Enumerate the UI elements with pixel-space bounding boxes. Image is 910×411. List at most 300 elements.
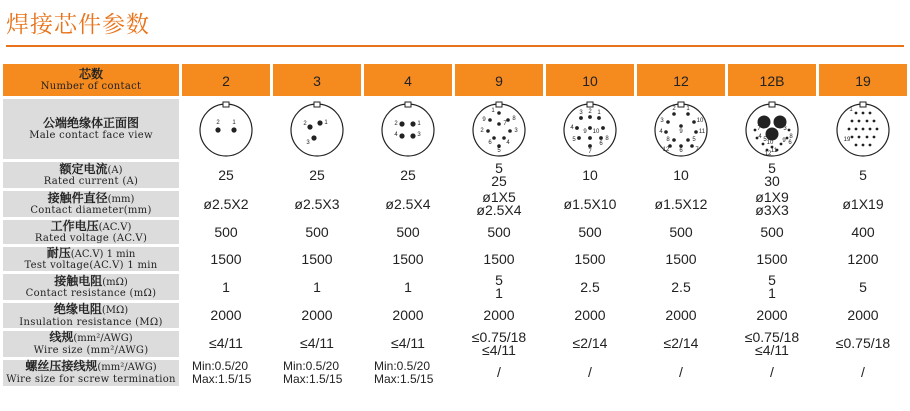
spec-value-cell [182,220,270,244]
pin-number: 10 [766,140,774,146]
spec-value-cell [273,360,361,386]
contact-pin [869,144,872,147]
spec-value: Max:1.5/15 [374,371,434,386]
pin-number: 9 [679,129,683,135]
spec-value-cell [364,360,452,386]
pin-number: 4 [570,125,574,131]
pin-number: 6 [788,140,792,146]
spec-value: 5 [495,160,503,176]
contact-count-12 [637,64,725,96]
contact-count-label: 2 [222,72,230,89]
pin-number: 1 [849,107,853,113]
spec-value-cell [273,247,361,271]
face-view-4 [364,99,452,159]
connector-face-diagram [379,100,437,158]
spec-value: ø1X5 [482,189,516,205]
spec-value-cell [728,220,816,244]
spec-value-cell [182,274,270,300]
pin-number: 3 [306,140,310,146]
connector-face-diagram [288,100,346,158]
face-view-9 [455,99,543,159]
pin-number: 3 [514,128,518,134]
spec-value-cell [182,191,270,217]
spec-value-cell [455,220,543,244]
contact-pin [762,143,765,146]
pin-number: 9 [482,117,486,123]
pin-number: 7 [695,147,699,153]
contact-pin [601,126,605,130]
face-view-2 [182,99,270,159]
contact-pin [848,128,851,131]
spec-value-cell [819,247,907,271]
spec-label-zh-unit: (A) [107,164,123,176]
header-label-cell [3,64,179,96]
spec-row-label [3,162,179,188]
spec-value: 5 [768,272,776,289]
spec-value: 25 [400,166,416,183]
pin-number: 2 [394,121,398,127]
contact-pin [231,127,236,132]
spec-label-zh [3,360,179,373]
pin-number: 7 [503,121,507,127]
spec-value-cell [637,303,725,327]
contact-pin [851,136,854,139]
spec-value: 500 [760,223,784,240]
spec-value: 2000 [847,306,879,323]
spec-value-cell [546,191,634,217]
insulator-outline [200,104,252,156]
pin-number: 1 [686,106,690,112]
pin-number: 6 [679,148,683,154]
contact-pin [858,120,861,123]
pin-number: 5 [763,137,767,143]
face-view-10 [546,99,634,159]
spec-value-cell [273,220,361,244]
contact-count-label: 4 [404,72,412,89]
spec-value: ø2.5X4 [476,202,522,218]
spec-value-cell [182,331,270,357]
header-label-en: Number of contact [40,81,142,93]
spec-label-en: Contact diameter(mm) [30,205,152,217]
contact-count-2 [182,64,270,96]
key-notch [769,102,775,107]
spec-value-cell [182,360,270,386]
contact-count-19 [819,64,907,96]
spec-value-cell [819,220,907,244]
insulator-outline [382,104,434,156]
title-underline [6,45,904,47]
pin-number: 3 [417,132,421,138]
contact-pin [410,133,415,138]
header-label-zh: 芯数 [78,66,103,81]
pin-number: 8 [666,137,670,143]
pin-number: 5 [572,137,576,143]
contact-pin [754,129,757,132]
spec-value-cell [455,162,543,188]
contact-pin [588,144,592,148]
contact-pin [694,130,698,134]
spec-value: ≤4/11 [209,335,243,352]
contact-pin [508,129,512,133]
contact-pin [579,116,583,120]
spec-label-en: Wire size (mm²/AWG) [33,344,149,356]
header-row [3,64,907,96]
spec-value-cell [728,328,816,358]
spec-value-cell [273,331,361,357]
spec-value-cell [364,220,452,244]
spec-value: 500 [305,223,329,240]
spec-value: ≤4/11 [300,335,334,352]
spec-value: 5 [859,278,867,295]
pin-number: 4 [659,129,663,135]
face-view-19 [819,99,907,159]
spec-label-en: Contact resistance (mΩ) [25,288,157,300]
pin-number: 1 [324,120,328,126]
spec-value-cell [546,303,634,327]
spec-label-zh [3,331,179,344]
spec-value: 500 [396,223,420,240]
spec-value-cell [546,220,634,244]
spec-value: ≤0.75/18 [744,328,800,345]
spec-value: ø1X9 [755,189,789,205]
pin-number: 12 [764,151,772,157]
contact-pin [502,136,506,140]
contact-pin [664,130,668,134]
spec-value: / [770,364,774,381]
spec-value-cell [819,162,907,188]
contact-pin [486,129,490,133]
spec-value: Min:0.5/20 [374,358,431,373]
contact-pin [873,120,876,123]
spec-label-zh [3,163,179,176]
pin-number: 4 [394,132,398,138]
contact-pin [399,133,404,138]
contact-count-10 [546,64,634,96]
spec-value: 25 [309,166,325,183]
face-row [3,99,907,159]
pin-number: 7 [757,126,761,132]
pin-number: 4 [758,134,762,140]
spec-value-cell [546,360,634,386]
spec-row-label [3,331,179,357]
contact-pin [588,126,592,130]
spec-value-cell [728,274,816,300]
pin-number: 2 [216,120,220,126]
key-notch [678,102,684,107]
spec-value: ø1.5X10 [563,195,617,212]
contact-count-12b [728,64,816,96]
contact-pin [410,121,415,126]
contact-pin [869,112,872,115]
spec-value: 1 [404,278,412,295]
key-notch [587,102,593,107]
contact-pin [311,135,316,140]
contact-pin [862,112,865,115]
contact-pin [862,128,865,131]
spec-value-cell [455,360,543,386]
pin-number: 2 [480,128,484,134]
spec-label-zh-text: 接触电阻 [54,274,103,289]
contact-pin [575,126,579,130]
spec-value: ≤4/11 [755,341,789,358]
pin-number: 11 [770,148,778,154]
spec-row [3,303,907,327]
contact-pin [307,124,312,129]
spec-value: ø1.5X12 [654,195,708,212]
spec-label-zh [3,303,179,316]
spec-value: 2.5 [671,278,691,295]
spec-value: ø2.5X2 [203,195,249,212]
contact-count-label: 12B [759,72,785,89]
spec-label-zh-unit: (mm²/AWG) [73,333,133,345]
spec-row-label [3,360,179,386]
contact-pin [497,122,501,126]
pin-number: 3 [783,126,787,132]
spec-label-en: Rated current (A) [43,176,139,188]
spec-label-zh [3,192,179,205]
contact-pin [876,128,879,131]
spec-value: 5 [495,272,503,289]
spec-value: ≤4/11 [391,335,425,352]
spec-label-zh-text: 耐压 [46,246,71,261]
contact-pin [855,112,858,115]
spec-value: 1 [495,285,503,302]
pin-number: 12 [662,147,670,153]
contact-pin [588,136,592,140]
contact-pin [686,112,690,116]
spec-value: 10 [582,166,598,183]
spec-value: 1 [222,278,230,295]
contact-pin [862,144,865,147]
pin-number: 8 [605,136,609,142]
spec-value: ≤0.75/18 [835,335,891,352]
spec-value-cell [546,247,634,271]
spec-value: ø2.5X4 [385,195,431,212]
spec-row [3,360,907,386]
key-notch [223,102,229,107]
spec-value-cell [182,247,270,271]
contact-pin [866,120,869,123]
spec-row-label [3,191,179,217]
pin-number: 2 [303,121,307,127]
contact-pin [786,137,789,140]
spec-label-en: Rated voltage (AC.V) [34,233,148,245]
spec-value: 2000 [392,306,424,323]
spec-value: 500 [214,223,238,240]
spec-label-zh-unit: (mΩ) [102,277,128,289]
spec-value: ø1X19 [842,195,884,212]
power-contact [766,128,779,141]
spec-value-cell [728,191,816,217]
spec-value-cell [819,303,907,327]
spec-value: 500 [578,223,602,240]
spec-value-cell [273,303,361,327]
spec-value-cell [637,331,725,357]
spec-row-label [3,274,179,300]
spec-value: 1500 [483,250,515,267]
spec-label-zh-unit: (MΩ) [101,305,129,317]
key-notch [314,102,320,107]
pin-number: 2 [778,120,782,126]
spec-value: 1500 [301,250,333,267]
pin-number: 1 [491,108,495,114]
connector-face-diagram [834,100,892,158]
spec-label-zh-text: 工作电压 [50,219,99,233]
spec-value: 2000 [301,306,333,323]
contact-pin [672,112,676,116]
spec-label-zh-unit: (AC.V) [98,222,132,233]
pin-number: 10 [696,118,704,124]
face-label-cell [3,99,179,159]
pin-number: 5 [497,148,501,154]
contact-pin [577,136,581,140]
contact-count-label: 19 [855,72,871,89]
pin-number: 9 [782,138,786,144]
contact-pin [679,124,683,128]
spec-value-cell [364,303,452,327]
contact-pin [317,120,322,125]
pin-number: 2 [672,106,676,112]
spec-value-cell [455,191,543,217]
contact-pin [597,116,601,120]
connector-face-diagram [743,100,801,158]
spec-value-cell [455,274,543,300]
spec-value: / [497,364,501,381]
face-view-12 [637,99,725,159]
spec-value-cell [546,331,634,357]
face-label-en: Male contact face view [29,130,153,142]
connector-face-diagram [197,100,255,158]
spec-value: Min:0.5/20 [192,358,249,373]
contact-pin [399,121,404,126]
pin-number: 1 [762,120,766,126]
page-title: 焊接芯件参数 [6,12,150,38]
spec-value-cell [273,162,361,188]
spec-value: 2000 [574,306,606,323]
spec-value: Min:0.5/20 [283,358,340,373]
spec-row [3,331,907,357]
spec-value-cell [364,247,452,271]
connector-face-diagram [561,100,619,158]
contact-pin [497,111,501,115]
pin-number: 7 [588,149,592,155]
contact-count-label: 9 [495,72,503,89]
spec-value-cell [819,331,907,357]
spec-value: 2000 [483,306,515,323]
spec-value: Max:1.5/15 [192,371,252,386]
spec-value: ø2.5X3 [294,195,340,212]
spec-value-cell [728,360,816,386]
spec-value-cell [728,247,816,271]
key-notch [496,102,502,107]
face-view-3 [273,99,361,159]
spec-value-cell [364,274,452,300]
spec-value-cell [364,191,452,217]
spec-value: 2.5 [580,278,600,295]
spec-value: 1 [313,278,321,295]
spec-row [3,274,907,300]
spec-label-zh-text: 螺丝压接线规 [25,359,98,374]
spec-label-zh [3,275,179,288]
contact-pin [869,128,872,131]
spec-value-cell [637,191,725,217]
spec-value: 30 [764,173,780,189]
contact-pin [851,120,854,123]
spec-row [3,191,907,217]
contact-count-9 [455,64,543,96]
spec-value-cell [637,360,725,386]
spec-value: 25 [491,173,507,189]
spec-label-zh [3,247,179,260]
spec-label-zh-unit: (AC.V) 1 min [70,249,136,261]
face-view-12b [728,99,816,159]
spec-value: ≤2/14 [663,335,699,352]
contact-pin [599,136,603,140]
spec-value: 500 [669,223,693,240]
pin-number: 6 [599,141,603,147]
spec-value-cell [182,162,270,188]
spec-value: 2000 [756,306,788,323]
spec-value-cell [273,191,361,217]
spec-value-cell [819,191,907,217]
key-notch [405,102,411,107]
pin-number: 3 [660,118,664,124]
pin-number: 1 [597,110,601,116]
contact-pin [506,118,510,122]
spec-value-cell [819,274,907,300]
spec-value: 400 [851,223,875,240]
contact-count-label: 10 [582,72,598,89]
spec-value-cell [364,162,452,188]
key-notch [860,102,866,107]
spec-label-en: Test voltage(AC.V) 1 min [24,260,158,272]
spec-value: 5 [859,166,867,183]
pin-number: 6 [488,140,492,146]
spec-label-zh-text: 线规 [49,330,74,345]
spec-label-zh-text: 接触件直径 [47,190,108,205]
pin-number: 2 [588,109,592,115]
spec-value-cell [546,274,634,300]
spec-value-cell [455,328,543,358]
spec-row [3,220,907,244]
pin-number: 19 [843,137,851,143]
contact-pin [866,136,869,139]
spec-label-zh-text: 额定电流 [59,161,108,176]
insulator-outline [291,104,343,156]
spec-value: 10 [673,166,689,183]
spec-value: ≤4/11 [482,341,516,358]
spec-row-label [3,220,179,244]
pin-number: 3 [579,110,583,116]
contact-pin [488,118,492,122]
pin-number: 11 [698,129,706,135]
contact-pin [788,129,791,132]
spec-value: ≤2/14 [572,335,608,352]
spec-value-cell [728,303,816,327]
spec-label-zh-text: 绝缘电阻 [53,302,102,317]
spec-value-cell [182,303,270,327]
spec-value: 1500 [756,250,788,267]
spec-value-cell [728,162,816,188]
spec-label-en: Insulation resistance (MΩ) [19,316,163,328]
spec-value: ≤0.75/18 [471,328,527,345]
spec-value: 25 [218,166,234,183]
spec-value: 1500 [665,250,697,267]
spec-value: 5 [768,160,776,176]
contact-pin [858,136,861,139]
contact-pin [672,138,676,142]
contact-pin [855,128,858,131]
